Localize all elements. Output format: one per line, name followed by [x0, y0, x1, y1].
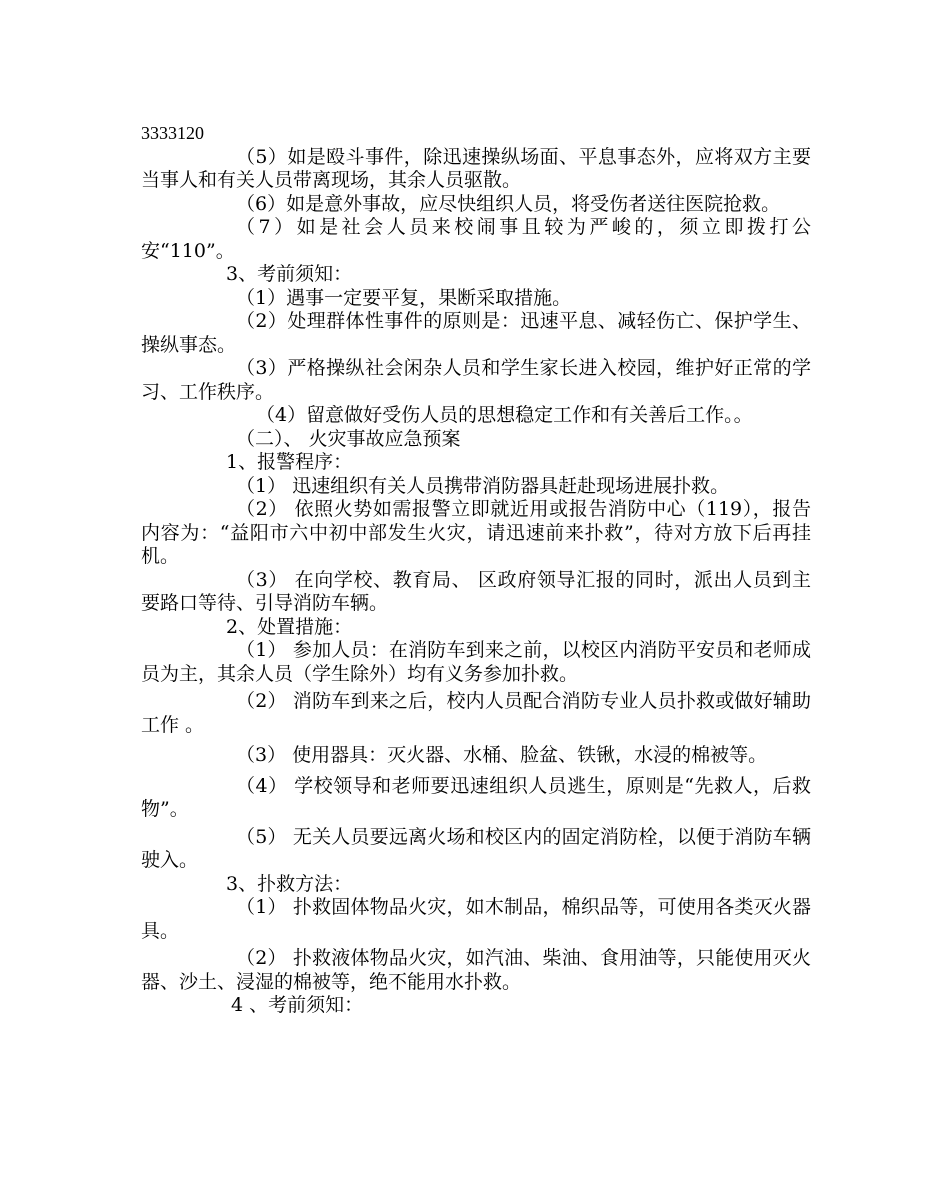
paragraph-alarm-2: （2） 依照火势如需报警立即就近用或报告消防中心（119），报告内容为：“益阳市六中初中部发生火灾，请迅速前来扑救”，待对方放下后再挂机。	[141, 498, 811, 567]
document-id-line: 3333120	[141, 123, 204, 143]
document-body	[141, 122, 811, 1018]
paragraph-notes-4: （4）留意做好受伤人员的思想稳定工作和有关善后工作。。	[256, 404, 753, 426]
paragraph-notes-2: （2）处理群体性事件的原则是：迅速平息、减轻伤亡、保护学生、操纵事态。	[141, 310, 811, 356]
paragraph-notes-1: （1）遇事一定要平复，果断采取措施。	[236, 286, 572, 309]
paragraph-measures-2: （2） 消防车到来之后，校内人员配合消防专业人员扑救或做好辅助工作 。	[141, 690, 811, 736]
paragraph-alarm-1: （1） 迅速组织有关人员携带消防器具赶赴现场进展扑救。	[236, 474, 730, 497]
paragraph-measures-1: （1） 参加人员：在消防车到来之前，以校区内消防平安员和老师成员为主，其余人员（学生除外）均有义务参加扑救。	[141, 639, 811, 685]
heading-notes-3: 3、考前须知：	[226, 263, 353, 285]
paragraph-measures-5: （5） 无关人员要远离火场和校区内的固定消防栓，以便于消防车辆驶入。	[141, 825, 811, 871]
paragraph-measures-4: （4） 学校领导和老师要迅速组织人员逃生，原则是“先救人，后救物”。	[141, 774, 811, 820]
paragraph-alarm-3: （3） 在向学校、教育局、 区政府领导汇报的同时，派出人员到主要路口等待、引导消防车辆。	[141, 568, 811, 614]
paragraph-methods-1: （1） 扑救固体物品火灾，如木制品，棉织品等，可使用各类灭火器具。	[141, 896, 811, 942]
paragraph-measures-3: （3） 使用器具：灭火器、水桶、脸盆、铁锹，水浸的棉被等。	[236, 744, 768, 766]
paragraph-fight-incident: （5）如是殴斗事件，除迅速操纵场面、平息事态外，应将双方主要当事人和有关人员带离现场，其余人员驱散。	[141, 145, 811, 191]
paragraph-methods-2: （2） 扑救液体物品火灾，如汽油、柴油、食用油等，只能使用灭火器、沙土、浸湿的棉被等，绝不能用水扑救。	[141, 947, 811, 993]
paragraph-notes-3: （3）严格操纵社会闲杂人员和学生家长进入校园，维护好正常的学习、工作秩序。	[141, 357, 811, 403]
heading-alarm-procedure: 1、报警程序：	[226, 451, 353, 473]
paragraph-outsider-trouble: （7）如是社会人员来校闹事且较为严峻的，须立即拨打公安“110”。	[141, 216, 811, 262]
paragraph-accident: （6）如是意外事故，应尽快组织人员，将受伤者送往医院抢救。	[236, 192, 781, 215]
heading-fire-methods: 3、扑救方法：	[226, 872, 353, 895]
section-heading-fire-plan: （二）、 火灾事故应急预案	[236, 427, 461, 450]
heading-measures: 2、处置措施：	[226, 615, 353, 638]
heading-fire-notes: 4 、考前须知：	[231, 994, 364, 1016]
